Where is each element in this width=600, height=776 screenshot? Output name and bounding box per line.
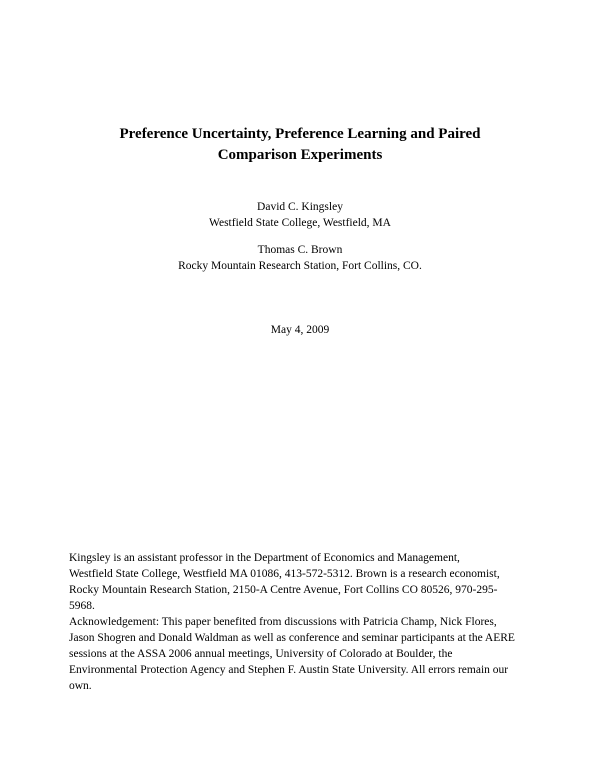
- paper-title: [0, 124, 600, 166]
- acknowledgement-line: own.: [69, 680, 92, 692]
- acknowledgement-line: Acknowledgement: This paper benefited from discussions with Patricia Champ, Nick Flores,: [69, 616, 497, 628]
- paper-title-line-2: Comparison Experiments: [217, 147, 383, 163]
- paper-title-line-1: Preference Uncertainty, Preference Learning and Paired: [119, 126, 481, 142]
- author-2-affiliation: Rocky Mountain Research Station, Fort Collins, CO.: [178, 260, 422, 272]
- acknowledgement-paragraph: [69, 614, 539, 694]
- author-info-line: Westfield State College, Westfield MA 01086, 413-572-5312. Brown is a research economist,: [69, 568, 500, 580]
- acknowledgement-line: Jason Shogren and Donald Waldman as well as conference and seminar participants at the AERE: [69, 632, 515, 644]
- author-info-line: Kingsley is an assistant professor in the Department of Economics and Management,: [69, 552, 460, 564]
- author-info-paragraph: [69, 550, 539, 614]
- author-info-line: Rocky Mountain Research Station, 2150-A Centre Avenue, Fort Collins CO 80526, 970-295-: [69, 584, 498, 596]
- author-1-name: David C. Kingsley: [257, 201, 343, 213]
- author-1-affiliation: Westfield State College, Westfield, MA: [209, 217, 391, 229]
- acknowledgement-line: sessions at the ASSA 2006 annual meetings, University of Colorado at Boulder, the: [69, 648, 453, 660]
- acknowledgement-line: Environmental Protection Agency and Stephen F. Austin State University. All errors remain our: [69, 664, 509, 676]
- paper-date: May 4, 2009: [270, 324, 330, 336]
- author-2-name: Thomas C. Brown: [257, 244, 343, 256]
- author-info-line: 5968.: [69, 600, 95, 612]
